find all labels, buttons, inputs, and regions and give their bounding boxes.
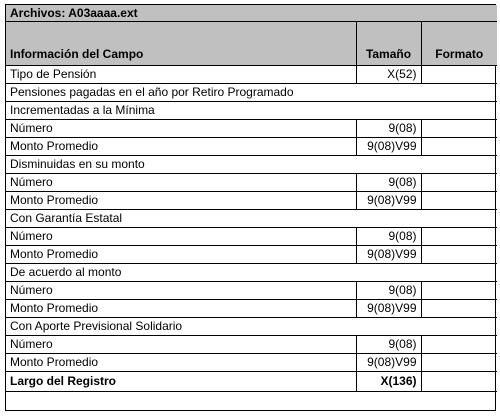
field-size: 9(08)V99 — [356, 300, 421, 318]
field-format — [421, 354, 497, 372]
field-format — [421, 192, 497, 210]
field-row — [6, 300, 497, 318]
field-label: Monto Promedio — [6, 192, 356, 210]
total-size: X(136) — [356, 372, 421, 392]
field-size: 9(08)V99 — [356, 246, 421, 264]
field-row — [6, 354, 497, 372]
field-size: 9(08)V99 — [356, 192, 421, 210]
header-format: Formato — [421, 22, 497, 66]
field-size: 9(08) — [356, 282, 421, 300]
field-label: Número — [6, 120, 356, 138]
group-label: Incrementadas a la Mínima — [6, 102, 497, 120]
field-row — [6, 246, 497, 264]
group-label: Disminuidas en su monto — [6, 156, 497, 174]
group-label: Pensiones pagadas en el año por Retiro Programado — [6, 84, 497, 102]
field-label: Monto Promedio — [6, 246, 356, 264]
field-format — [421, 282, 497, 300]
field-row — [6, 336, 497, 354]
field-format — [421, 120, 497, 138]
field-format — [421, 228, 497, 246]
file-title: Archivos: A03aaaa.ext — [6, 5, 497, 22]
field-format — [421, 138, 497, 156]
total-label: Largo del Registro — [6, 372, 356, 392]
group-row — [6, 156, 497, 174]
group-label: Con Aporte Previsional Solidario — [6, 318, 497, 336]
field-size: 9(08)V99 — [356, 354, 421, 372]
field-row — [6, 120, 497, 138]
table-header-row — [6, 22, 497, 66]
group-label: De acuerdo al monto — [6, 264, 497, 282]
field-label: Número — [6, 228, 356, 246]
header-field-info: Información del Campo — [6, 22, 356, 66]
group-label: Con Garantía Estatal — [6, 210, 497, 228]
field-row — [6, 228, 497, 246]
field-format — [421, 174, 497, 192]
group-row — [6, 210, 497, 228]
field-size: 9(08) — [356, 228, 421, 246]
field-label: Monto Promedio — [6, 300, 356, 318]
record-layout-table-container — [5, 4, 496, 411]
group-row — [6, 264, 497, 282]
group-row — [6, 102, 497, 120]
field-size: 9(08) — [356, 336, 421, 354]
field-label: Monto Promedio — [6, 354, 356, 372]
total-row — [6, 372, 497, 392]
field-label: Número — [6, 174, 356, 192]
field-size: X(52) — [356, 66, 421, 84]
field-size: 9(08) — [356, 174, 421, 192]
field-format — [421, 66, 497, 84]
field-label: Tipo de Pensión — [6, 66, 356, 84]
record-layout-table — [6, 5, 497, 392]
group-row — [6, 84, 497, 102]
field-row — [6, 192, 497, 210]
field-format — [421, 246, 497, 264]
field-label: Número — [6, 282, 356, 300]
group-row — [6, 318, 497, 336]
field-format — [421, 336, 497, 354]
header-size: Tamaño — [356, 22, 421, 66]
field-row — [6, 138, 497, 156]
field-size: 9(08) — [356, 120, 421, 138]
field-size: 9(08)V99 — [356, 138, 421, 156]
field-row — [6, 66, 497, 84]
field-row — [6, 174, 497, 192]
total-format — [421, 372, 497, 392]
field-row — [6, 282, 497, 300]
field-label: Monto Promedio — [6, 138, 356, 156]
field-label: Número — [6, 336, 356, 354]
field-format — [421, 300, 497, 318]
table-title-row — [6, 5, 497, 22]
